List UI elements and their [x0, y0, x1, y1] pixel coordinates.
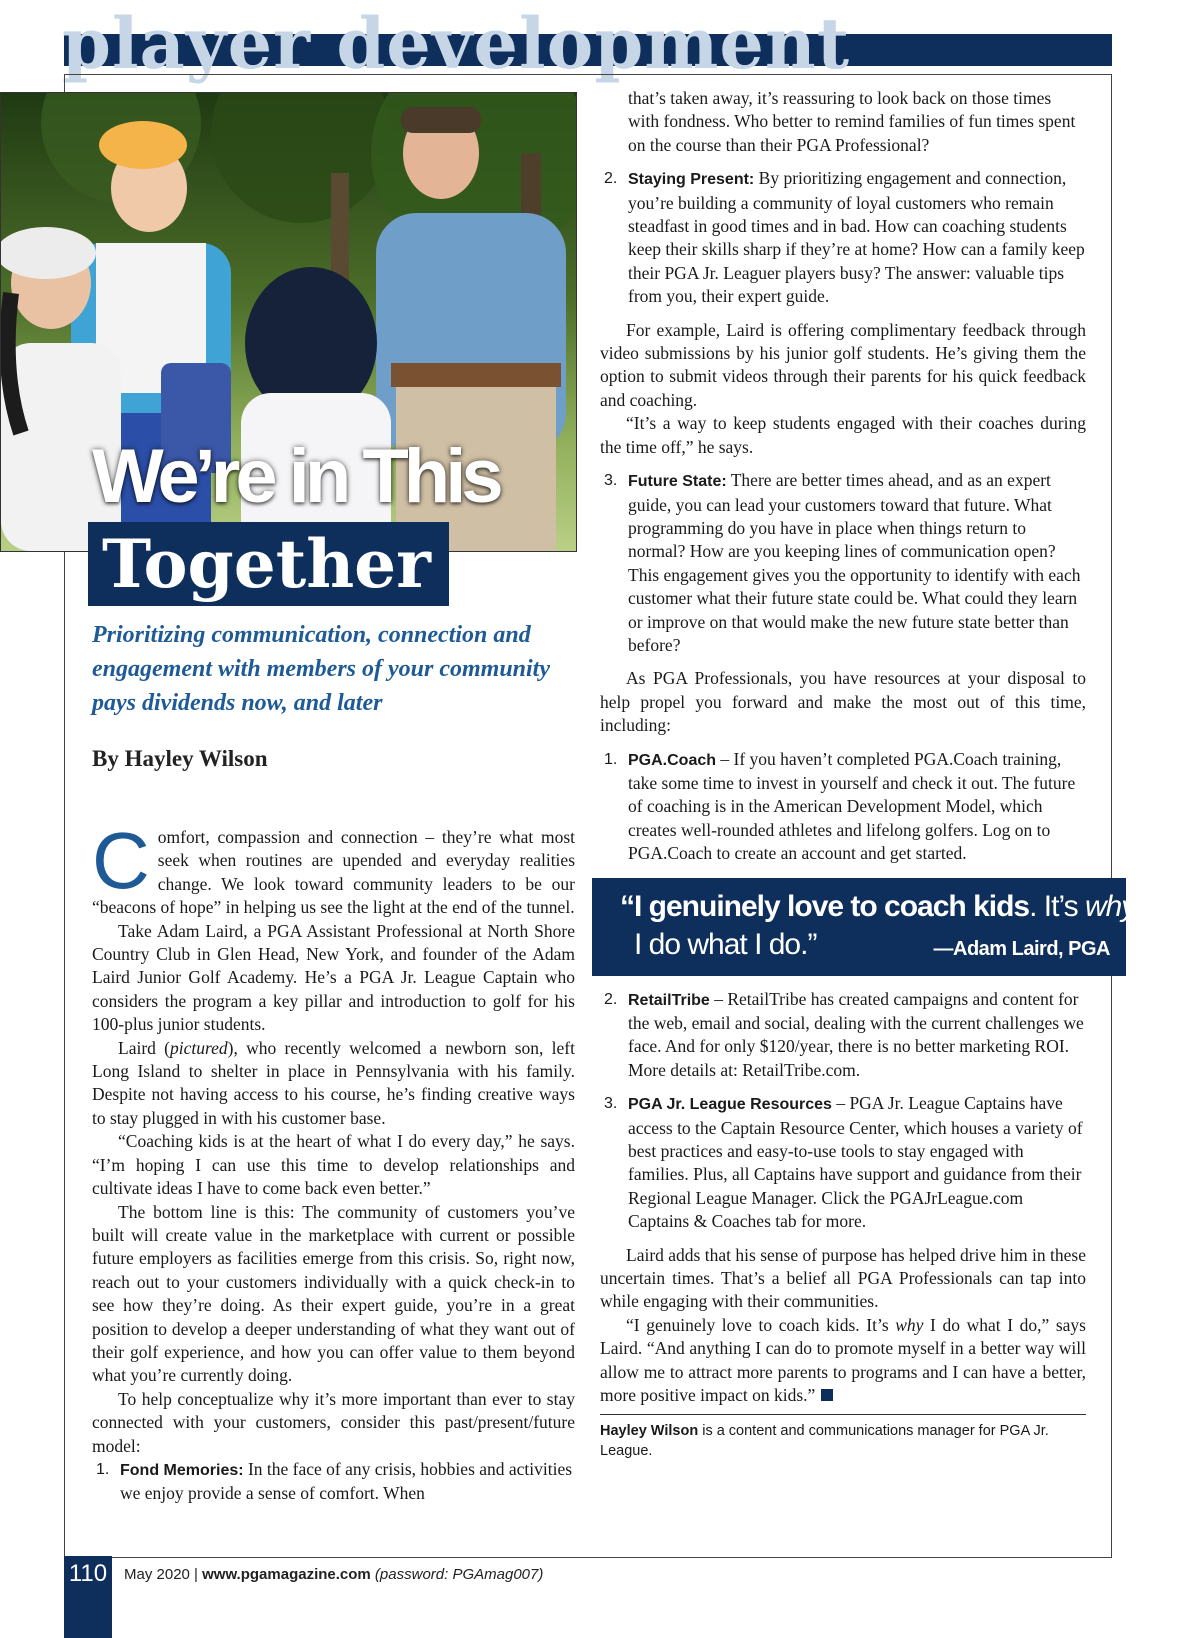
pull-quote-attribution: —Adam Laird, PGA — [933, 938, 1110, 961]
headline-line2: Together — [88, 522, 449, 606]
resource-item-retailtribe: 2. RetailTribe – RetailTribe has created campaigns and content for the web, email and social, dealing with the current challenges we face. And for only $120/year, there is no better marketing ROI. More details at: RetailTribe.com. — [604, 988, 1084, 1080]
paragraph: As PGA Professionals, you have resources at your disposal to help propel you forward and make the most out of this time, including: — [600, 668, 1086, 736]
footer: May 2020 | www.pgamagazine.com (password: PGAmag007) — [124, 1566, 544, 1583]
list-item-continuation: that’s taken away, it’s reassuring to look back on those times with fondness. Who better to remind families of fun times spent on the course than their PGA Professional? — [628, 88, 1076, 155]
headline-line1: We’re in This — [92, 434, 499, 519]
page-number: 110 — [68, 1560, 108, 1587]
list-item-future-state: 3. Future State: There are better times ahead, and as an expert guide, you can lead your customers toward that future. What programming do you have in place when things return to normal? How are you keeping lines of communication open? This engagement gives you the opportunity to identify with each customer what their future state could be. What could they learn or improve on that would make the new future state better than before? — [604, 470, 1081, 655]
intro-paragraph: Comfort, compassion and connection – they’re what most seek when routines are upended and everyday realities change. We look toward community leaders to be our “beacons of hope” in helping us see the light at the end of the tunnel. — [92, 816, 575, 918]
pull-quote: “I genuinely love to coach kids. It’s why I do what I do.” —Adam Laird, PGA — [592, 878, 1126, 976]
end-mark-icon — [821, 1389, 833, 1401]
paragraph: Take Adam Laird, a PGA Assistant Professional at North Shore Country Club in Glen Head, New York, and founder of the Adam Laird Junior Golf Academy. He’s a PGA Jr. League Captain who considers the program a key pillar and introduction to golf for his 100-plus junior students. — [92, 920, 575, 1035]
paragraph: For example, Laird is offering complimentary feedback through video submissions by his junior golf students. He’s giving them the option to submit videos through their parents for his quick feedback and coaching. — [600, 319, 1086, 410]
closing-paragraph: “I genuinely love to coach kids. It’s why I do what I do,” says Laird. “And anything I can do to promote myself in a better way will allow me to attract more parents to programs and I can have a better, more positive impact on kids.” — [600, 1314, 1086, 1406]
paragraph: Laird adds that his sense of purpose has helped drive him in these uncertain times. That’s a belief all PGA Professionals can tap into while engaging with their communities. — [600, 1244, 1086, 1312]
right-column — [600, 87, 1136, 1461]
paragraph: “Coaching kids is at the heart of what I do every day,” he says. “I’m hoping I can use this time to develop relationships and cultivate ideas I have to come back even better.” — [92, 1131, 575, 1199]
paragraph: Laird (pictured), who recently welcomed a newborn son, left Long Island to shelter in place in Pennsylvania with his family. Despite not having access to his course, he’s finding creative ways to stay plugged in with his customer base. — [92, 1037, 575, 1128]
list-item-fond-memories: 1. Fond Memories: In the face of any crisis, hobbies and activities we enjoy provide a sense of comfort. When — [96, 1458, 573, 1504]
left-column — [92, 816, 575, 1506]
footer-url: www.pgamagazine.com — [202, 1566, 371, 1583]
resource-item-jr-league: 3. PGA Jr. League Resources – PGA Jr. League Captains have access to the Captain Resource Center, which houses a variety of best practices and easy-to-use tools to stay engaged with families. Plus, all Captains have support and guidance from their Regional League Manager. Click the PGAJrLeague.com Captains & Coaches tab for more. — [604, 1093, 1083, 1232]
list-item-staying-present: 2. Staying Present: By prioritizing engagement and connection, you’re building a community of loyal customers who remain steadfast in good times and in bad. How can coaching students keep their skills sharp if they’re at home? How can a family keep their PGA Jr. Leaguer players busy? The answer: valuable tips from you, their expert guide. — [604, 168, 1085, 307]
drop-cap: C — [92, 816, 150, 905]
paragraph: To help conceptualize why it’s more important than ever to stay connected with your customers, consider this past/present/future model: — [92, 1388, 575, 1456]
paragraph: The bottom line is this: The community of customers you’ve built will create value in the marketplace with current or possible future employers as facilities emerge from this crisis. So, right now, reach out to your customers individually with a quick check-in to see how they’re doing. As their expert guide, you’re in a great position to develop a deeper understanding of what they want out of their golf experience, and how you can offer value to them beyond what you’re currently doing. — [92, 1201, 575, 1386]
section-title: player development — [62, 2, 851, 85]
author-bio: Hayley Wilson is a content and communications manager for PGA Jr. League. — [600, 1414, 1086, 1461]
byline: By Hayley Wilson — [92, 746, 268, 771]
paragraph: “It’s a way to keep students engaged with their coaches during the time off,” he says. — [600, 413, 1086, 457]
resource-item-pga-coach: 1. PGA.Coach – If you haven’t completed PGA.Coach training, take some time to invest in yourself and check it out. The future of coaching is in the American Development Model, which creates well-rounded athletes and lifelong golfers. Log on to PGA.Coach to create an account and get started. — [604, 748, 1076, 864]
subhead: Prioritizing communication, connection and engagement with members of your community pays dividends now, and later — [92, 622, 551, 716]
